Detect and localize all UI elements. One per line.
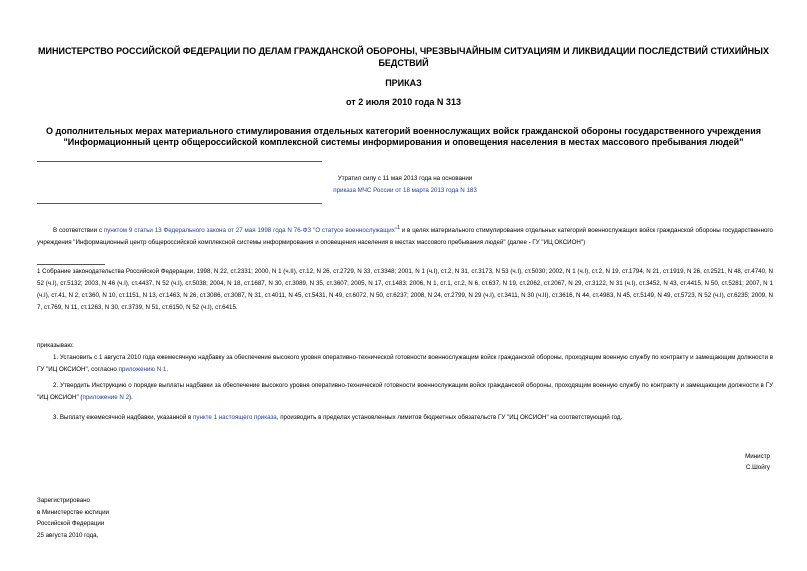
status-line: Утратил силу с 11 мая 2013 года на основании — [337, 175, 473, 182]
item-3-text: 3. Выплату ежемесячной надбавки, указанной в — [53, 414, 194, 421]
item-2-text: 2. Утвердить Инструкцию о порядке выплаты надбавки за обеспечение высокого уровня оперативно-технической готовности военнослужащим войск гражданской обороны, проходящим военную службу по контракту и замещающим должности в ГУ "ИЦ ОКСИОН" ( — [37, 382, 773, 401]
item-2 — [37, 380, 773, 404]
order-word: приказываю: — [37, 342, 74, 349]
registration-line-4: 25 августа 2010 года, — [37, 531, 99, 539]
item-3 — [37, 412, 773, 424]
item-1-ref-link[interactable]: пункте 1 настоящего приказа — [193, 414, 277, 421]
item-2-end: ). — [129, 394, 133, 401]
item-1 — [37, 352, 773, 376]
appendix-1-link[interactable]: приложению N 1 — [118, 366, 167, 373]
preamble-start: В соответствии с — [53, 227, 104, 235]
footnote-mark: 1 — [397, 225, 400, 231]
signature-name: С.Шойгу — [745, 464, 770, 471]
status-link[interactable]: приказа МЧС России от 18 марта 2013 года N 183 — [333, 187, 477, 194]
registration-block — [37, 495, 109, 541]
footnote: 1 Собрание законодательства Российской Федерации, 1998, N 22, ст.2331; 2000, N 1 (ч.II), ст.12, N 26, ст.2729, N 33, ст.3348; 2001, N 1 (ч.I), ст.2, N 31, ст.3173, N 53 (ч.I), ст.5030; 2002, N 1 (ч.I), ст.2, N 19, ст.1794, N 21, ст.1919, N 26, ст.2521, N 48, ст.4740, N 52 (ч.I), ст.5132; 2003, N 46 (ч.I), ст.4437, N 52 (ч.I), ст.5038; 2004, N 18, ст.1687, N 30, ст.3089, N 35, ст.3607; 2005, N 17, ст.1483; 2006, N 1, ст.1, ст.2, N 6, ст.637, N 19, ст.2062, ст.2067, N 29, ст.3122, N 31 (ч.I), ст.3452, N 43, ст.4415, N 50, ст.5281; 2007, N 1 (ч.I), ст.41, N 2, ст.360, N 10, ст.1151, N 13, ст.1463, N 26, ст.3086, ст.3087, N 31, ст.4011, N 45, ст.5431, N 49, ст.6072, N 50, ст.6237; 2008, N 24, ст.2799, N 29 (ч.I), ст.3411, N 30 (ч.II), ст.3616, N 44, ст.4983, N 45, ст.5149, N 49, ст.5723, N 52 (ч.I), ст.6235; 2009, N 7, ст.769, N 11, ст.1263, N 30, ст.3739, N 51, ст.6150, N 52 (ч.I), ст.6415. — [37, 268, 773, 311]
divider-bottom — [37, 203, 322, 204]
registration-line-1: Зарегистрировано — [37, 497, 90, 504]
item-1-text: 1. Установить с 1 августа 2010 года ежемесячную надбавку за обеспечение высокого уровня оперативно-технической готовности военнослужащим войск гражданской обороны, проходящим военную службу по контракту и замещающим должности в ГУ "ИЦ ОКСИОН", согласно — [37, 354, 773, 373]
footnote-divider — [37, 264, 105, 265]
item-1-end: . — [166, 366, 169, 373]
registration-line-2: в Министерстве юстиции — [37, 508, 110, 516]
ministry-heading: МИНИСТЕРСТВО РОССИЙСКОЙ ФЕДЕРАЦИИ ПО ДЕЛАМ ГРАЖДАНСКОЙ ОБОРОНЫ, ЧРЕЗВЫЧАЙНЫМ СИТУАЦИЯМ И ЛИКВИДАЦИИ ПОСЛЕДСТВИЙ СТИХИЙНЫХ БЕДСТВИЙ — [38, 46, 769, 68]
appendix-2-link[interactable]: приложение N 2 — [82, 394, 130, 401]
signature-position: Министр — [745, 453, 770, 460]
divider-top — [37, 161, 322, 162]
registration-line-3: Российской Федерации — [37, 520, 105, 527]
document-type: ПРИКАЗ — [385, 78, 422, 88]
status-block — [37, 173, 773, 197]
document-title: О дополнительных мерах материального стимулирования отдельных категорий военнослужащих войск гражданской обороны государственного учреждения "Информационный центр общероссийской комплексной системы информирования и оповещения населения в местах массового пребывания людей" — [45, 126, 762, 147]
preamble-rest: и в целях материального стимулирования отдельных категорий военнослужащих войск гражданской обороны государственного учреждения "Информационный центр общероссийской комплексной системы информирования и оповещения населения в местах массового пребывания людей" (далее - ГУ "ИЦ ОКСИОН") — [37, 227, 773, 247]
preamble-paragraph — [37, 222, 773, 249]
law-link[interactable]: пунктом 9 статьи 13 Федерального закона от 27 мая 1998 года N 76-ФЗ "О статусе военнослужащих" — [103, 227, 398, 235]
item-3-end: , производить в пределах установленных лимитов бюджетных обязательств ГУ "ИЦ ОКСИОН" на соответствующий год. — [276, 414, 623, 421]
document-date-number: от 2 июля 2010 года N 313 — [346, 97, 461, 107]
